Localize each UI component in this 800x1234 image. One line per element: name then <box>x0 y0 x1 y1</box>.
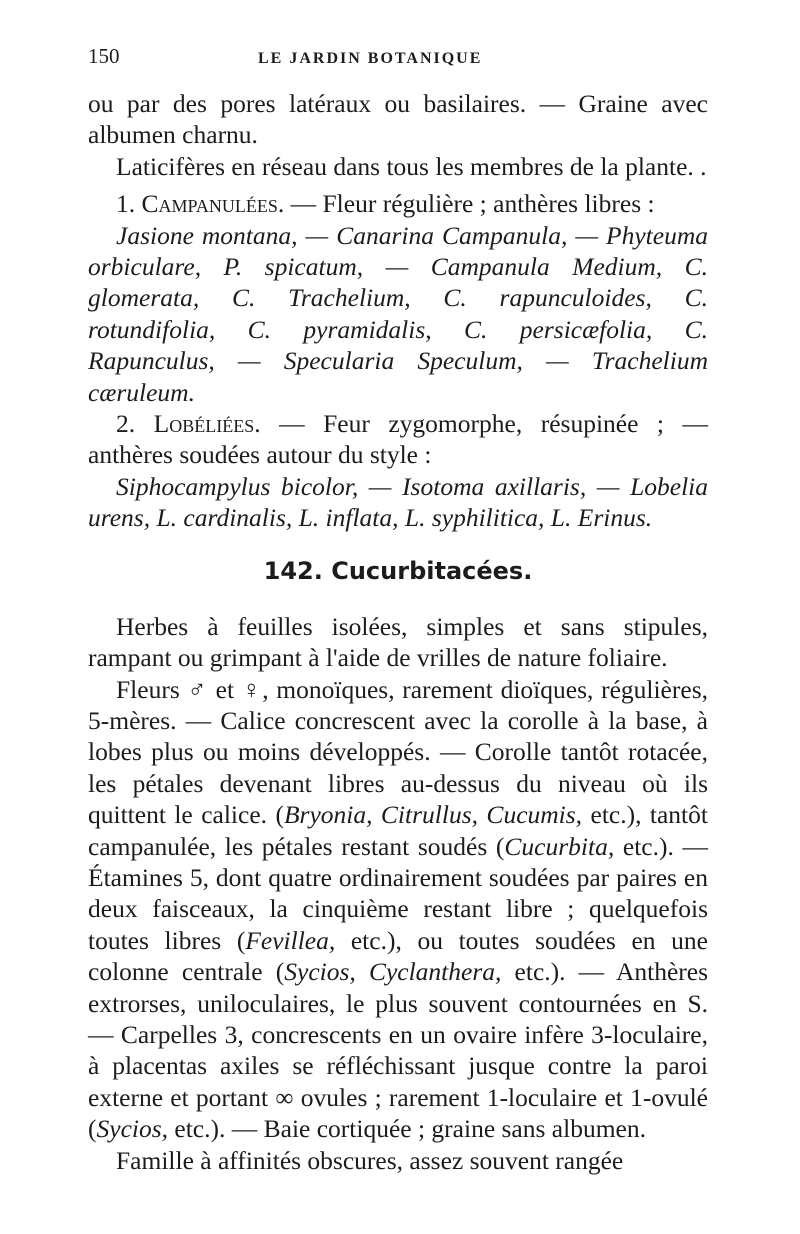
tribe-name: Lobéliées. <box>153 409 261 439</box>
text-run: etc.), ou toutes soudées en une colonne centrale ( <box>88 925 708 987</box>
taxon-run: Cucurbita, <box>504 831 615 861</box>
tribe-lobeliees <box>88 408 708 471</box>
page-number: 150 <box>88 44 120 68</box>
tribe-campanulees <box>88 188 708 219</box>
paragraph-herbes: Herbes à feuilles isolées, simples et sans stipules, rampant ou grimpant à l'aide de vrilles de nature foliaire. <box>88 611 708 673</box>
tribe-number: 1. <box>116 189 136 219</box>
paragraph-famille: Famille à affinités obscures, assez souvent rangée <box>116 1145 624 1175</box>
text-run: etc.). — Anthères extrorses, uniloculaires, le plus souvent contournées en S. — Carpelles 3, concrescents en un ovaire infère 3-loculaire, à placentas axiles se réfléchissant jusque contre la paroi externe et portant ∞ ovules ; rarement 1-loculaire et 1-ovulé ( <box>88 957 708 1144</box>
paragraph-fleurs <box>88 674 708 1145</box>
taxon-run: Sycios, <box>96 1114 169 1144</box>
paragraph-laticiferes: Laticifères en réseau dans tous les membres de la plante. . <box>116 151 707 181</box>
tribe-name: Campanulées. <box>141 189 285 219</box>
species-list-lobeliees: Siphocampylus bicolor, — Isotoma axillaris, — Lobelia urens, L. cardinalis, L. inflata, L. syphilitica, L. Erinus. <box>88 471 708 533</box>
page-header <box>88 44 708 88</box>
tribe-description: — Fleur régulière ; anthères libres : <box>290 189 655 219</box>
species-list-campanulees: Jasione montana, — Canarina Campanula, — Phyteuma orbiculare, P. spicatum, — Campanula Medium, C. glomerata, C. Trachelium, C. rapunculoides, C. rotundifolia, C. pyramidalis, C. persicæfolia, C. Rapunculus, — Specularia Speculum, — Trachelium cæruleum. <box>88 220 708 407</box>
text-run: etc.), tantôt campanulée, les pétales restant soudés ( <box>88 800 708 861</box>
paragraph-graine: ou par des pores latéraux ou basilaires. — Graine avec albumen charnu. <box>88 89 708 150</box>
text-run: etc.). — Baie cortiquée ; graine sans albumen. <box>168 1114 646 1144</box>
section-heading: 142. Cucurbitacées. <box>263 556 533 585</box>
taxon-run: Fevillea, <box>245 925 336 955</box>
taxon-run: Bryonia, Citrullus, Cucumis, <box>283 800 583 830</box>
tribe-description: — Feur zygomorphe, résupinée ; — anthères soudées autour du style : <box>88 409 709 470</box>
running-title: LE JARDIN BOTANIQUE <box>258 50 483 67</box>
tribe-number: 2. <box>116 409 136 439</box>
text-run: Fleurs ♂ et ♀, monoïques, rarement dioïques, régulières, 5-mères. — Calice concrescent avec la corolle à la base, à lobes plus ou moins développés. — Corolle tantôt rotacée, les pétales devenant libres au-dessus du niveau où ils quittent le calice. ( <box>88 674 708 830</box>
text-run: etc.). — Étamines 5, dont quatre ordinairement soudées par paires en deux faisceaux, la cinquième restant libre ; quelquefois toutes libres ( <box>88 831 708 955</box>
taxon-run: Sycios, Cyclanthera, <box>284 957 502 987</box>
